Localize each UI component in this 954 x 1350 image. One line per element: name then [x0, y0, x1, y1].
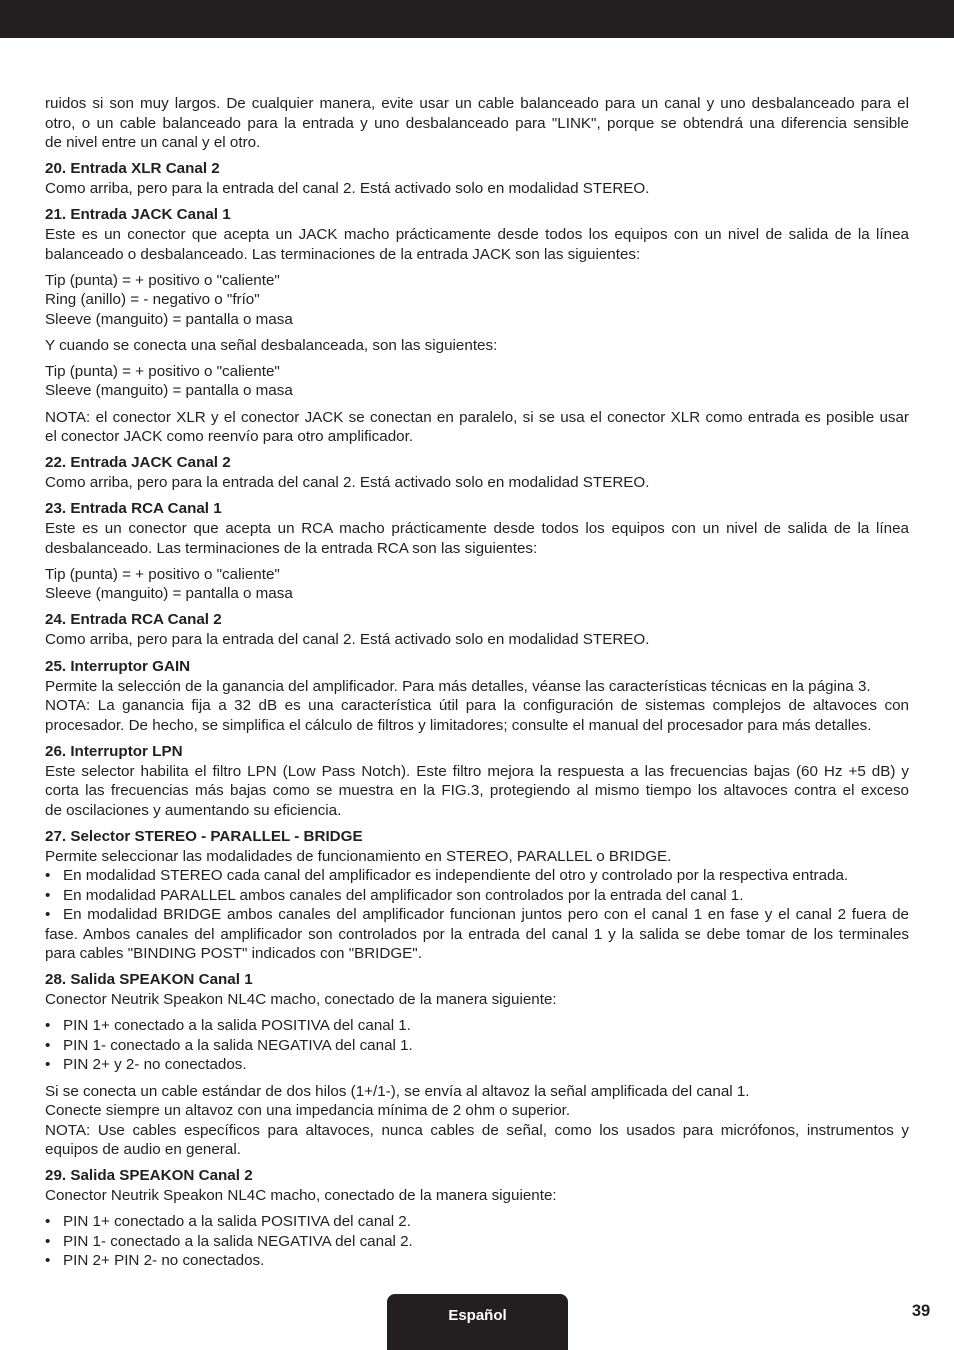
page-body: [45, 94, 909, 1271]
text-line: [45, 114, 909, 134]
paragraph: [45, 1101, 909, 1121]
text-group: [45, 565, 909, 604]
line-text: Ring (anillo) = - negativo o "frío": [45, 291, 260, 309]
text-line: [45, 925, 909, 945]
text-line: [45, 696, 909, 716]
text-group: [45, 473, 909, 493]
line-text: Conector Neutrik Speakon NL4C macho, conectado de la manera siguiente:: [45, 1187, 557, 1205]
paragraph: [45, 381, 909, 401]
bullet-marker: •: [45, 1213, 51, 1231]
paragraph: [45, 310, 909, 330]
section-heading: 28. Salida SPEAKON Canal 1: [45, 971, 253, 989]
paragraph: [45, 179, 909, 199]
text-group: [45, 94, 909, 153]
language-tab: [387, 1294, 568, 1350]
text-line: [45, 801, 909, 821]
bullet-item: [45, 905, 909, 964]
line-text: de oscilaciones y aumentando su eficiencia.: [45, 801, 342, 819]
text-group: [45, 1082, 909, 1160]
text-line: [45, 133, 909, 153]
paragraph: [45, 990, 909, 1010]
text-group: [45, 630, 909, 650]
line-text: PIN 1- conectado a la salida NEGATIVA del canal 1.: [63, 1036, 413, 1054]
paragraph: [45, 847, 909, 867]
line-text: Sleeve (manguito) = pantalla o masa: [45, 382, 293, 400]
text-line: [45, 225, 909, 245]
bullet-item: [45, 1036, 909, 1056]
section-heading: 20. Entrada XLR Canal 2: [45, 160, 220, 178]
text-line: [45, 565, 909, 585]
text-group: [45, 225, 909, 264]
line-text: corta las frecuencias más bajas como se muestra en la FIG.3, protegiendo al mismo tiempo los altavoces contra el exceso: [45, 782, 909, 800]
paragraph: [45, 336, 909, 356]
line-text: NOTA: La ganancia fija a 32 dB es una característica útil para la configuración de sistemas complejos de altavoces con: [45, 697, 909, 715]
line-text: En modalidad BRIDGE ambos canales del amplificador funcionan juntos pero con el canal 1 en fase y el canal 2 fuera de: [63, 906, 909, 924]
text-line: [45, 990, 909, 1010]
text-group: [45, 179, 909, 199]
bullet-item: [45, 1212, 909, 1232]
bullet-item: [45, 1016, 909, 1036]
line-text: PIN 1- conectado a la salida NEGATIVA del canal 2.: [63, 1232, 413, 1250]
text-line: [45, 905, 909, 925]
line-text: Y cuando se conecta una señal desbalanceada, son las siguientes:: [45, 336, 498, 354]
text-line: [45, 473, 909, 493]
line-text: ruidos si son muy largos. De cualquier manera, evite usar un cable balanceado para un canal y uno desbalanceado para el: [45, 95, 909, 112]
text-group: [45, 677, 909, 736]
section-heading: 24. Entrada RCA Canal 2: [45, 611, 222, 629]
line-text: Este es un conector que acepta un RCA macho prácticamente desde todos los equipos con un nivel de salida de la línea: [45, 520, 909, 538]
line-text: Conecte siempre un altavoz con una impedancia mínima de 2 ohm o superior.: [45, 1102, 571, 1119]
line-text: de nivel entre un canal y el otro.: [45, 134, 261, 151]
line-text: Permite la selección de la ganancia del amplificador. Para más detalles, véanse las características técnicas en la página 3.: [45, 677, 871, 695]
text-line: [45, 427, 909, 447]
text-group: [45, 762, 909, 821]
text-line: [45, 677, 909, 697]
paragraph: [45, 271, 909, 291]
text-line: [45, 519, 909, 539]
line-text: NOTA: Use cables específicos para altavoces, nunca cables de señal, como los usados para micrófonos, instrumentos y: [45, 1121, 909, 1139]
paragraph: [45, 565, 909, 585]
line-text: Este es un conector que acepta un JACK macho prácticamente desde todos los equipos con un nivel de salida de la línea: [45, 226, 909, 244]
text-group: [45, 847, 909, 964]
text-line: [45, 1251, 909, 1271]
text-line: [45, 245, 909, 265]
language-tab-label: Español: [448, 1307, 507, 1324]
bullet-item: [45, 1232, 909, 1252]
line-text: Conector Neutrik Speakon NL4C macho, conectado de la manera siguiente:: [45, 991, 557, 1009]
line-text: balanceado o desbalanceado. Las terminaciones de la entrada JACK son las siguientes:: [45, 245, 641, 263]
text-line: [45, 762, 909, 782]
line-text: Tip (punta) = + positivo o "caliente": [45, 271, 280, 289]
text-line: [45, 381, 909, 401]
bullet-item: [45, 886, 909, 906]
text-line: [45, 1121, 909, 1141]
section: [45, 610, 909, 650]
bullet-marker: •: [45, 1017, 51, 1035]
line-text: PIN 1+ conectado a la salida POSITIVA del canal 1.: [63, 1017, 411, 1035]
section: [45, 1166, 909, 1271]
line-text: Este selector habilita el filtro LPN (Low Pass Notch). Este filtro mejora la respuesta a las frecuencias bajas (60 Hz +5 dB) y: [45, 762, 909, 780]
text-group: [45, 1016, 909, 1075]
line-text: Sleeve (manguito) = pantalla o masa: [45, 310, 293, 328]
text-line: [45, 408, 909, 428]
paragraph: [45, 1186, 909, 1206]
text-line: [45, 886, 909, 906]
line-text: PIN 1+ conectado a la salida POSITIVA del canal 2.: [63, 1213, 411, 1231]
paragraph: [45, 362, 909, 382]
paragraph: [45, 94, 909, 153]
paragraph: [45, 762, 909, 821]
line-text: Permite seleccionar las modalidades de funcionamiento en STEREO, PARALLEL o BRIDGE.: [45, 847, 672, 865]
text-line: [45, 866, 909, 886]
text-group: [45, 362, 909, 401]
bullet-marker: •: [45, 1252, 51, 1270]
section-heading: 26. Interruptor LPN: [45, 742, 183, 760]
paragraph: [45, 473, 909, 493]
text-line: [45, 716, 909, 736]
text-line: [45, 362, 909, 382]
paragraph: [45, 408, 909, 447]
text-line: [45, 781, 909, 801]
line-text: PIN 2+ PIN 2- no conectados.: [63, 1252, 265, 1270]
section: [45, 657, 909, 736]
section-heading: 25. Interruptor GAIN: [45, 657, 191, 675]
paragraph: [45, 696, 909, 735]
line-text: equipos de audio en general.: [45, 1141, 241, 1158]
paragraph: [45, 677, 909, 697]
bullet-item: [45, 866, 909, 886]
line-text: otro, o un cable balanceado para la entrada y uno desbalanceado para "LINK", porque se obtendrá una diferencia sensible: [45, 114, 909, 132]
line-text: Si se conecta un cable estándar de dos hilos (1+/1-), se envía al altavoz la señal amplificada del canal 1.: [45, 1082, 750, 1100]
text-line: [45, 944, 909, 964]
line-text: el conector JACK como reenvío para otro amplificador.: [45, 428, 414, 446]
text-line: [45, 1101, 909, 1121]
page-number: 39: [911, 1302, 931, 1320]
line-text: Como arriba, pero para la entrada del canal 2. Está activado solo en modalidad STEREO.: [45, 631, 650, 649]
text-group: [45, 990, 909, 1010]
bullet-marker: •: [45, 1036, 51, 1054]
text-line: [45, 1186, 909, 1206]
line-text: PIN 2+ y 2- no conectados.: [63, 1056, 247, 1074]
section-heading: 27. Selector STEREO - PARALLEL - BRIDGE: [45, 827, 363, 845]
text-line: [45, 1232, 909, 1252]
text-line: [45, 179, 909, 199]
paragraph: [45, 1082, 909, 1102]
paragraph: [45, 584, 909, 604]
intro-section: [45, 94, 909, 153]
paragraph: [45, 225, 909, 264]
line-text: NOTA: el conector XLR y el conector JACK se conectan en paralelo, si se usa el conector XLR como entrada es posible usar: [45, 408, 909, 426]
paragraph: [45, 290, 909, 310]
text-line: [45, 1212, 909, 1232]
paragraph: [45, 630, 909, 650]
text-line: [45, 539, 909, 559]
line-text: procesador. De hecho, se simplifica el cálculo de filtros y limitadores; consulte el manual del procesador para más detalles.: [45, 716, 872, 734]
section: [45, 453, 909, 493]
bullet-marker: •: [45, 1056, 51, 1074]
paragraph: [45, 1121, 909, 1160]
section: [45, 742, 909, 821]
text-line: [45, 847, 909, 867]
section: [45, 159, 909, 199]
section-heading: 23. Entrada RCA Canal 1: [45, 500, 222, 518]
text-line: [45, 1016, 909, 1036]
section: [45, 205, 909, 446]
text-line: [45, 271, 909, 291]
bullet-marker: •: [45, 1232, 51, 1250]
text-group: [45, 408, 909, 447]
section: [45, 499, 909, 604]
line-text: Tip (punta) = + positivo o "caliente": [45, 565, 280, 583]
line-text: Como arriba, pero para la entrada del canal 2. Está activado solo en modalidad STEREO.: [45, 180, 650, 198]
section: [45, 970, 909, 1159]
section: [45, 827, 909, 964]
text-line: [45, 1036, 909, 1056]
bullet-marker: •: [45, 867, 51, 885]
text-group: [45, 336, 909, 356]
header-bar: [0, 0, 954, 38]
line-text: Tip (punta) = + positivo o "caliente": [45, 362, 280, 380]
section-heading: 22. Entrada JACK Canal 2: [45, 454, 231, 472]
line-text: fase. Ambos canales del amplificador son controlados por la entrada del canal 1 y la salida se debe tomar de los terminales: [45, 925, 909, 943]
bullet-item: [45, 1055, 909, 1075]
text-line: [45, 290, 909, 310]
line-text: Como arriba, pero para la entrada del canal 2. Está activado solo en modalidad STEREO.: [45, 474, 650, 492]
text-group: [45, 519, 909, 558]
section-heading: 29. Salida SPEAKON Canal 2: [45, 1167, 253, 1185]
bullet-marker: •: [45, 886, 51, 904]
line-text: En modalidad STEREO cada canal del amplificador es independiente del otro y controlado por la respectiva entrada.: [63, 867, 849, 885]
text-group: [45, 271, 909, 330]
section-heading: 21. Entrada JACK Canal 1: [45, 206, 231, 224]
line-text: desbalanceado. Las terminaciones de la entrada RCA son las siguientes:: [45, 539, 538, 557]
paragraph: [45, 519, 909, 558]
text-line: [45, 1140, 909, 1160]
line-text: Sleeve (manguito) = pantalla o masa: [45, 585, 293, 603]
text-line: [45, 584, 909, 604]
text-line: [45, 94, 909, 114]
text-line: [45, 1055, 909, 1075]
bullet-item: [45, 1251, 909, 1271]
text-line: [45, 1082, 909, 1102]
bullet-marker: •: [45, 906, 51, 924]
line-text: En modalidad PARALLEL ambos canales del amplificador son controlados por la entrada del canal 1.: [63, 886, 744, 904]
line-text: para cables "BINDING POST" indicados con "BRIDGE".: [45, 945, 422, 963]
text-line: [45, 336, 909, 356]
text-line: [45, 310, 909, 330]
text-line: [45, 630, 909, 650]
text-group: [45, 1212, 909, 1271]
text-group: [45, 1186, 909, 1206]
